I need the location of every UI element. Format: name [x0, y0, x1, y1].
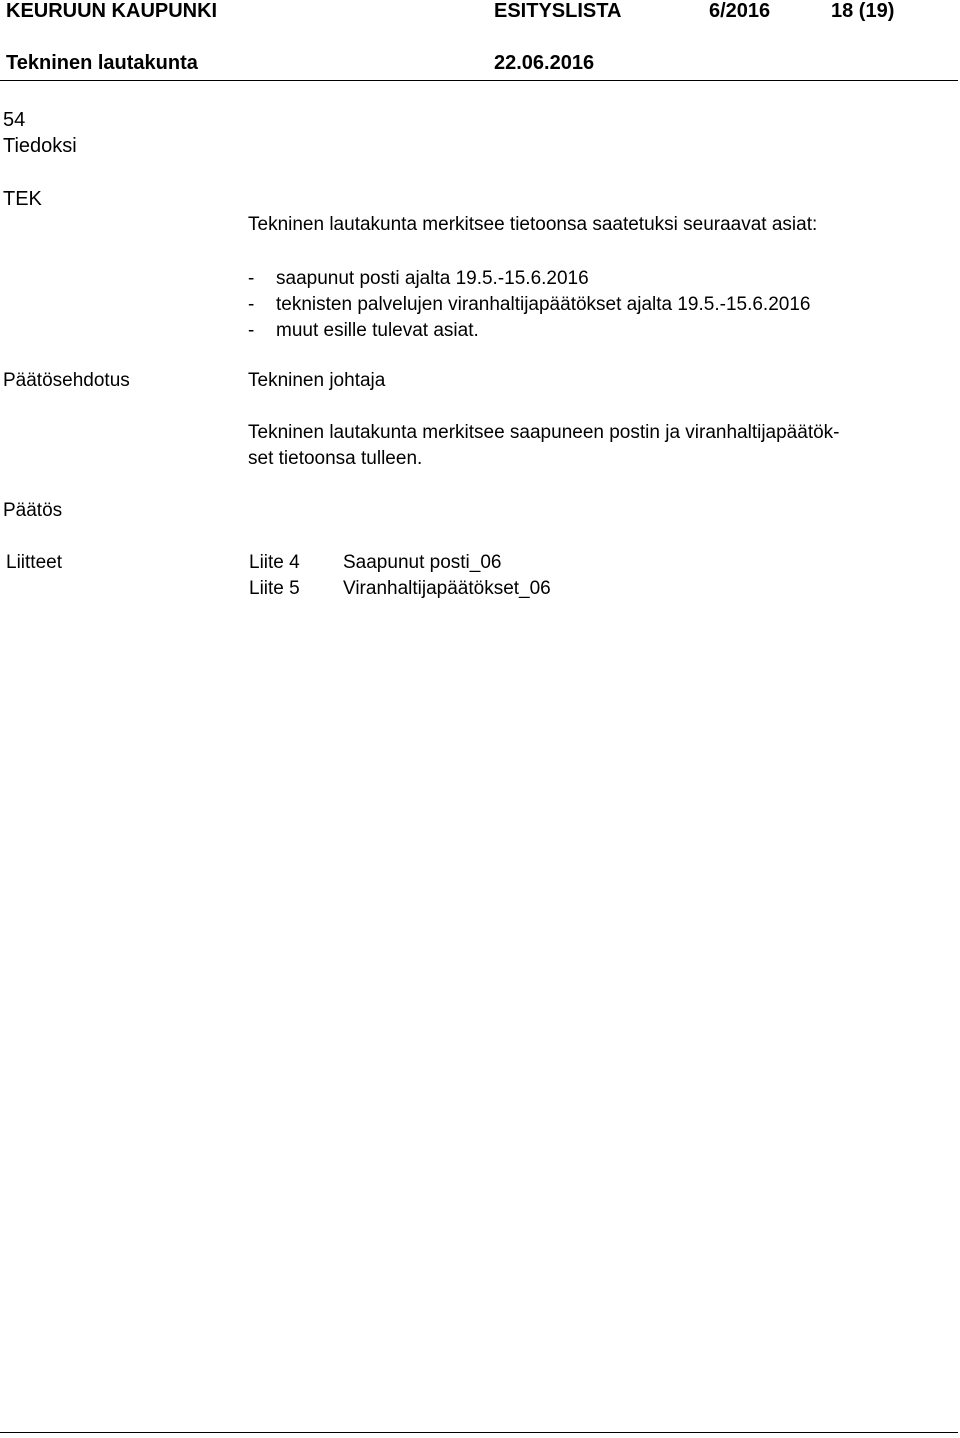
attachment-name: Saapunut posti_06	[343, 552, 502, 573]
committee-name: Tekninen lautakunta	[6, 52, 198, 74]
responsible-unit: TEK	[3, 188, 42, 210]
issue-number: 6/2016	[709, 0, 771, 22]
list-item: - saapunut posti ajalta 19.5.-15.6.2016	[248, 268, 589, 289]
header-rule	[0, 80, 958, 81]
meeting-date: 22.06.2016	[494, 52, 595, 74]
proposal-presenter: Tekninen johtaja	[248, 370, 386, 391]
list-item: - teknisten palvelujen viranhaltijapäätökset ajalta 19.5.-15.6.2016	[248, 294, 811, 315]
item-list	[248, 266, 810, 344]
page-number: 18 (19)	[831, 0, 895, 22]
document-type: ESITYSLISTA	[494, 0, 622, 22]
attachments-label: Liitteet	[6, 552, 62, 573]
footer-rule	[0, 1432, 958, 1433]
item-title: Tiedoksi	[3, 135, 77, 157]
item-intro: Tekninen lautakunta merkitsee tietoonsa saatetuksi seuraavat asiat:	[248, 214, 818, 235]
decision-label: Päätös	[3, 500, 63, 521]
proposal-text: Tekninen lautakunta merkitsee saapuneen postin ja viranhaltijapäätök- set tietoonsa tulleen.	[248, 422, 840, 469]
list-item: - muut esille tulevat asiat.	[248, 320, 479, 341]
attachment-id: Liite 4	[249, 552, 300, 573]
item-number: 54	[3, 109, 26, 131]
attachment-id: Liite 5	[249, 578, 300, 599]
organization-name: KEURUUN KAUPUNKI	[6, 0, 218, 22]
attachment-name: Viranhaltijapäätökset_06	[343, 578, 551, 599]
proposal-label: Päätösehdotus	[3, 370, 130, 391]
